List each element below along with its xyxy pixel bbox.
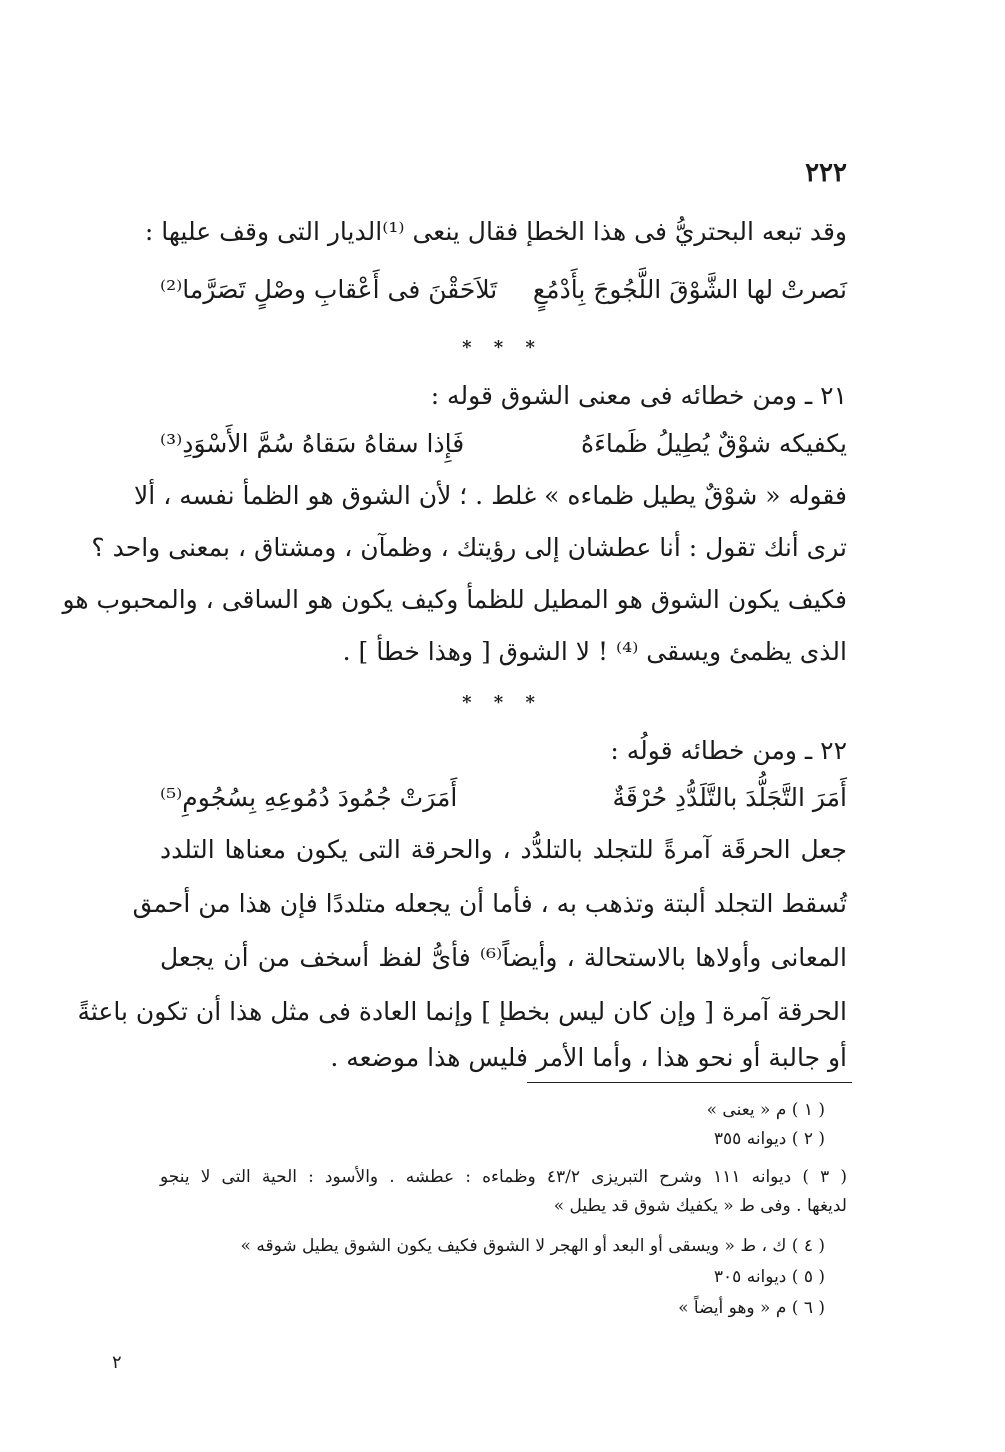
- paragraph-line: ترى أنك تقول : أنا عطشان إلى رؤيتك ، وظمآن ، ومشتاق ، بمعنى واحد ؟: [91, 533, 847, 562]
- footnote-5: ( ٥ ) ديوانه ٣٠٥: [713, 1267, 825, 1287]
- paragraph-line: فكيف يكون الشوق هو المطيل للظمأ وكيف يكون هو الساقى ، والمحبوب هو: [62, 585, 847, 614]
- footnote-4: ( ٤ ) ك ، ط « ويسقى أو البعد أو الهجر لا الشوق فكيف يكون الشوق يطيل شوقه »: [240, 1236, 825, 1256]
- section-22-heading: ٢٢ ـ ومن خطائه قولُه :: [610, 736, 847, 765]
- paragraph-line: الحرقة آمرة [ وإن كان ليس بخطإ ] وإنما العادة فى مثل هذا أن تكون باعثةً: [77, 997, 847, 1026]
- footnote-3-continued: لديغها . وفى ط « يكفيك شوق قد يطيل »: [553, 1196, 847, 1216]
- verse-21-left-hemistich: فَإِذا سقاهُ سَقاهُ سُمَّ الأَسْوَدِ⁽³⁾: [160, 429, 465, 458]
- verse-21-right-hemistich: يكفيكه شوْقٌ يُطِيلُ ظَماءَهُ: [580, 429, 847, 458]
- page-number: ٢٢٢: [805, 158, 847, 188]
- footnote-3: ( ٣ ) ديوانه ١١١ وشرح التبريزى ٤٣/٢ وظماءه : عطشه . والأسود : الحية التى لا ينجو: [160, 1167, 847, 1187]
- paragraph-line: المعانى وأولاها بالاستحالة ، وأيضاً⁽⁶⁾ فأىُّ لفظ أسخف من أن يجعل: [160, 943, 847, 972]
- intro-line: وقد تبعه البحتريُّ فى هذا الخطإ فقال ينعى ⁽¹⁾الديار التى وقف عليها :: [144, 217, 847, 246]
- paragraph-line: الذى يظمئ ويسقى ⁽⁴⁾ ! لا الشوق [ وهذا خطأ ] .: [342, 637, 847, 666]
- verse-22-left-hemistich: أَمَرَتْ جُمُودَ دُمُوعِهِ بِسُجُومِ⁽⁵⁾: [160, 783, 458, 812]
- verse-1: [160, 272, 847, 308]
- verse-22-right-hemistich: أَمَرَ التَّجَلُّدَ بالتَّلَدُّدِ حُرْقَةٌ: [612, 783, 847, 812]
- footnote-6: ( ٦ ) م « وهو أيضاً »: [678, 1298, 825, 1318]
- signature-mark: ٢: [112, 1352, 122, 1373]
- verse-21: [160, 426, 847, 462]
- verse-1-left-hemistich: تَلاَحَقْنَ فى أَعْقابِ وصْلٍ تَصَرَّما⁽²⁾: [160, 275, 498, 304]
- paragraph-line: فقوله « شوْقٌ يطيل ظماءه » غلط . ؛ لأن الشوق هو الظمأ نفسه ، ألا: [134, 481, 847, 510]
- footnote-1: ( ١ ) م « يعنى »: [706, 1100, 825, 1120]
- verse-22: [160, 780, 847, 816]
- paragraph-line: أو جالبة أو نحو هذا ، وأما الأمر فليس هذا موضعه .: [330, 1043, 847, 1072]
- paragraph-line: جعل الحرقَة آمرةً للتجلد بالتلدُّد ، والحرقة التى يكون معناها التلدد: [160, 835, 847, 864]
- footnote-rule: [527, 1082, 852, 1083]
- section-21-heading: ٢١ ـ ومن خطائه فى معنى الشوق قوله :: [430, 381, 847, 410]
- footnote-2: ( ٢ ) ديوانه ٣٥٥: [713, 1129, 825, 1149]
- paragraph-line: تُسقط التجلد ألبتة وتذهب به ، فأما أن يجعله متلددًا فإن هذا من أحمق: [132, 889, 847, 918]
- verse-1-right-hemistich: نَصرتْ لها الشَّوْقَ اللَّجُوجَ بِأَدْمُعٍ: [532, 275, 847, 304]
- section-separator: * * *: [462, 337, 543, 358]
- section-separator: * * *: [462, 692, 543, 713]
